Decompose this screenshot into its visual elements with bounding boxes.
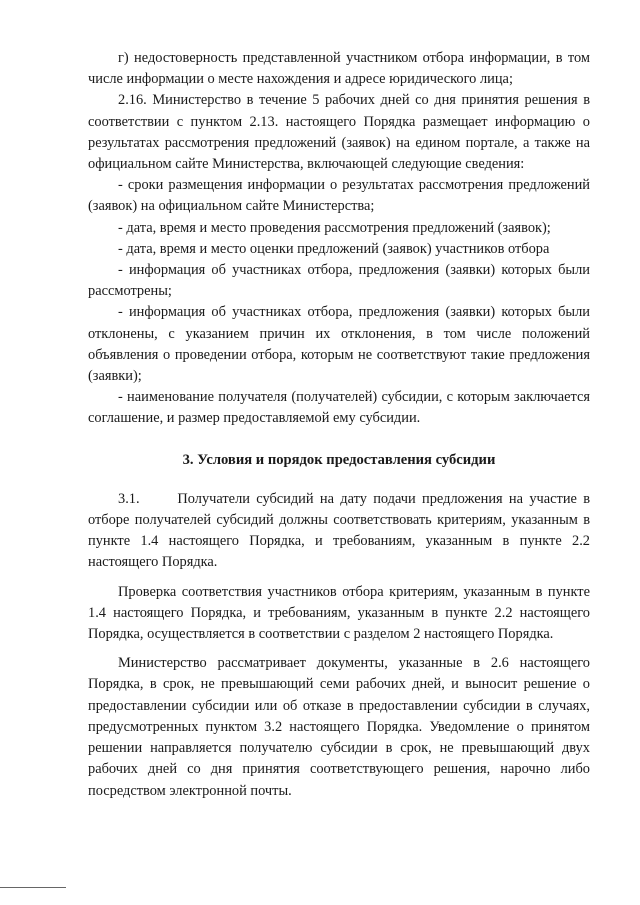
list-item-rejected-participants: - информация об участниках отбора, предложения (заявки) которых были отклонены, с указанием причин их отклонения, в том числе положений объявления о проведении отбора, которым не соответствуют такие предложения (заявки); (88, 304, 590, 385)
section-heading: 3. Условия и порядок предоставления субсидии (182, 451, 496, 468)
list-item-reviewed-participants: - информация об участниках отбора, предложения (заявки) которых были рассмотрены; (88, 262, 590, 300)
paragraph-verification: Проверка соответствия участников отбора критериям, указанным в пункте 1.4 настоящего Порядка, и требованиям, указанным в пункте 2.2 настоящего Порядка, осуществляется в соответствии с разделом 2 настоящего Порядка. (88, 583, 590, 643)
paragraph-ministry-review: Министерство рассматривает документы, указанные в 2.6 настоящего Порядка, в срок, не превышающий семи рабочих дней, и выносит решение о предоставлении субсидии или об отказе в предоставлении субсидии в случаях, предусмотренных пунктом 3.2 настоящего Порядка. Уведомление о принятом решении направляется получателю субсидии в срок, не превышающий двух рабочих дней со дня принятия соответствующего решения, нарочно либо посредством электронной почты. (88, 655, 590, 799)
list-item-publication-terms: - сроки размещения информации о результатах рассмотрения предложений (заявок) на официальном сайте Министерства; (88, 177, 590, 215)
list-item-recipient-name: - наименование получателя (получателей) субсидии, с которым заключается соглашение, и размер предоставляемой ему субсидии. (88, 389, 590, 427)
paragraph-item-g: г) недостоверность представленной участником отбора информации, в том числе информации о месте нахождения и адресе юридического лица; (88, 50, 590, 88)
list-item-evaluation-date: - дата, время и место оценки предложений (заявок) участников отбора (118, 240, 550, 257)
paragraph-2-16: 2.16. Министерство в течение 5 рабочих дней со дня принятия решения в соответствии с пунктом 2.13. настоящего Порядка размещает информацию о результатах рассмотрения предложений (заявок) на едином портале, а также на официальном сайте Министерства, включающей следующие сведения: (88, 92, 590, 173)
footnote-rule (0, 887, 66, 888)
paragraph-3-1: 3.1. Получатели субсидий на дату подачи предложения на участие в отборе получателей субсидий должны соответствовать критериям, указанным в пункте 1.4 настоящего Порядка, и требованиям, указанным в пункте 2.2 настоящего Порядка. (88, 490, 594, 571)
document-page (88, 48, 594, 802)
list-item-review-date: - дата, время и место проведения рассмотрения предложений (заявок); (118, 219, 551, 236)
